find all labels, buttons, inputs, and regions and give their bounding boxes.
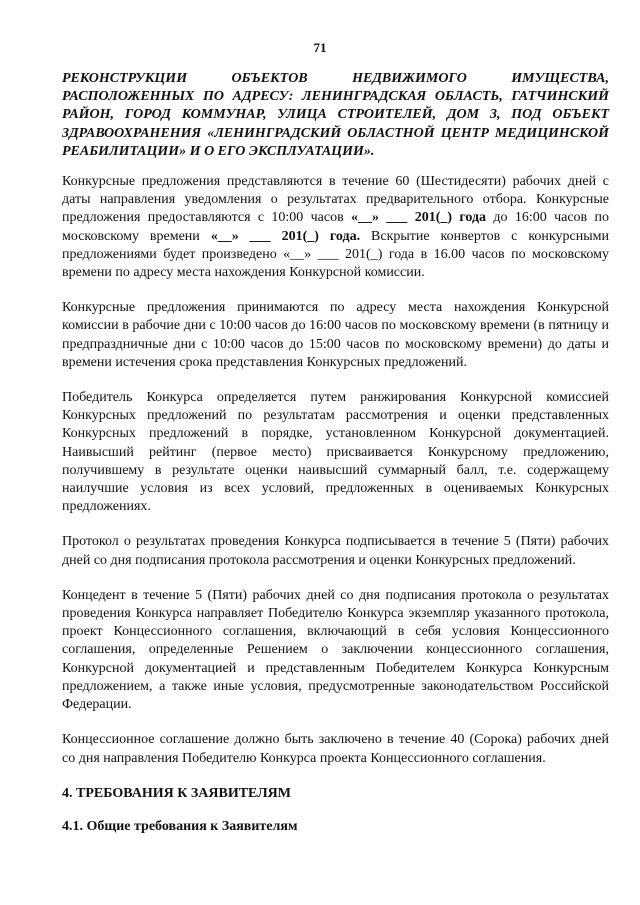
paragraph-acceptance-hours: Конкурсные предложения принимаются по адресу места нахождения Конкурсной комиссии в рабочие дни с 10:00 часов до 16:00 часов по московскому времени (в пятницу и предпраздничные дни с 10:00 часов до 15:00 часов по московскому времени) до даты и времени истечения срока представления Конкурсных предложений. bbox=[62, 300, 609, 370]
subsection-heading: 4.1. Общие требования к Заявителям bbox=[62, 818, 298, 834]
date-placeholder-start: «__» ___ 201(_) года bbox=[351, 210, 487, 226]
paragraph-results-protocol: Протокол о результатах проведения Конкурса подписывается в течение 5 (Пяти) рабочих дней со дня подписания протокола рассмотрения и оценки Конкурсных предложений. bbox=[62, 534, 609, 568]
paragraph-submission-period bbox=[62, 173, 609, 282]
page-number: 71 bbox=[313, 40, 327, 55]
paragraph-text: Вскрытие конвертов с конкурсными предложениями будет произведено «__» ___ 201(_) года в 16.00 часов по московскому времени по адресу места нахождения Конкурсной комиссии. bbox=[62, 228, 609, 281]
document-body bbox=[62, 70, 609, 836]
date-placeholder-end: «__» ___ 201(_) года. bbox=[210, 228, 361, 244]
section-heading: 4. ТРЕБОВАНИЯ К ЗАЯВИТЕЛЯМ bbox=[62, 785, 291, 801]
paragraph-winner-determination: Победитель Конкурса определяется путем ранжирования Конкурсной комиссией Конкурсных предложений по результатам рассмотрения и оценки представленных Конкурсных предложений в порядке, установленном Конкурсной документацией. Наивысший рейтинг (первое место) присваивается Конкурсному предложению, получившему в результате оценки наивысший суммарный балл, т.е. содержащему наилучшие условия из всех условий, предложенных в оцениваемых Конкурсных предложениях. bbox=[62, 390, 609, 515]
paragraph-text: Конкурсные предложения представляются в течение 60 (Шестидесяти) рабочих дней с даты направления уведомления о результатах предварительного отбора. Конкурсные предложения предоставляются с 10:00 часов bbox=[62, 174, 609, 226]
paragraph-concedent-actions: Концедент в течение 5 (Пяти) рабочих дней со дня подписания протокола о результатах проведения Конкурса направляет Победителю Конкурса экземпляр указанного протокола, проект Концессионного соглашения, включающий в себя условия Концессионного соглашения, определенные Решением о заключении концессионного соглашения, Конкурсной документацией и представленным Победителем Конкурса Конкурсным предложением, а также иные условия, предусмотренные законодательством Российской Федерации. bbox=[62, 587, 609, 713]
paragraph-text: до 16:00 часов по московскому времени bbox=[62, 210, 609, 244]
paragraph-agreement-term: Концессионное соглашение должно быть заключено в течение 40 (Сорока) рабочих дней со дня направления Победителю Конкурса проекта Концессионного соглашения. bbox=[62, 732, 609, 766]
document-heading: РЕКОНСТРУКЦИИ ОБЪЕКТОВ НЕДВИЖИМОГО ИМУЩЕСТВА, РАСПОЛОЖЕННЫХ ПО АДРЕСУ: ЛЕНИНГРАДСКАЯ ОБЛАСТЬ, ГАТЧИНСКИЙ РАЙОН, ГОРОД КОММУНАР, УЛИЦА СТРОИТЕЛЕЙ, ДОМ 3, ПОД ОБЪЕКТ ЗДРАВООХРАНЕНИЯ «ЛЕНИНГРАДСКИЙ ОБЛАСТНОЙ ЦЕНТР МЕДИЦИНСКОЙ РЕАБИЛИТАЦИИ» И О ЕГО ЭКСПЛУАТАЦИИ». bbox=[62, 71, 609, 159]
